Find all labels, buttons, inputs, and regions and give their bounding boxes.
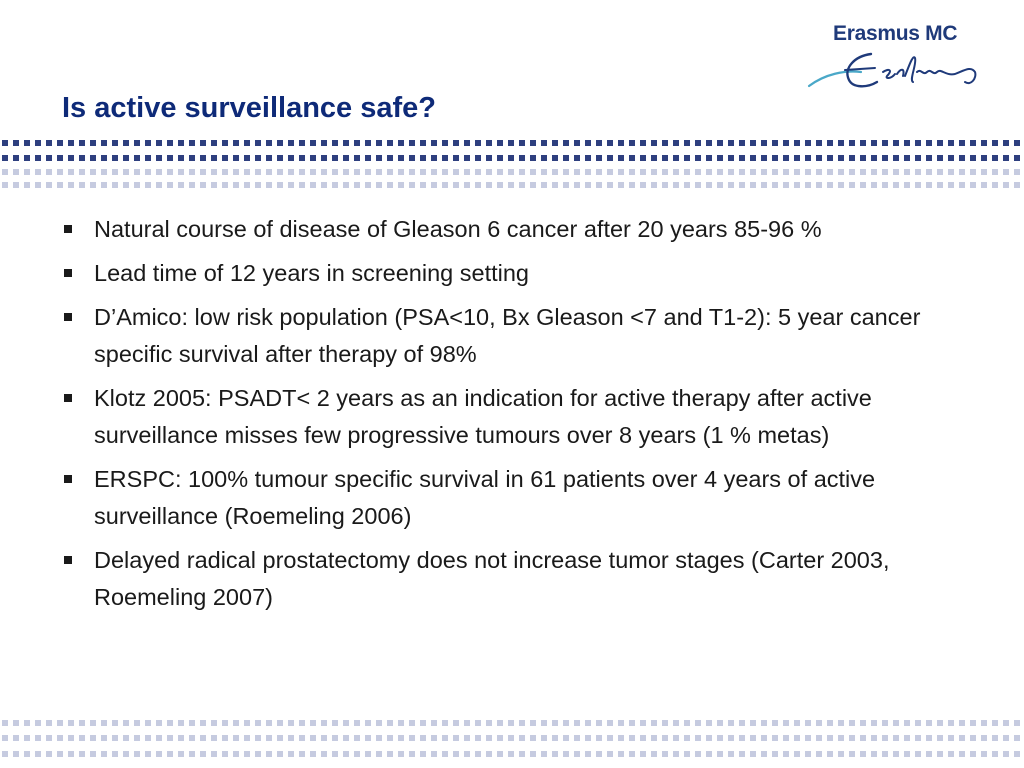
- bullet-list: [62, 211, 992, 623]
- square-bullet-icon: [64, 269, 72, 277]
- bullet-text: Lead time of 12 years in screening setting: [94, 260, 530, 286]
- slide-title: Is active surveillance safe?: [62, 92, 436, 124]
- bullet-text: Natural course of disease of Gleason 6 cancer after 20 years 85-96 %: [94, 216, 822, 242]
- dotted-divider-top: [0, 135, 1024, 191]
- erasmus-mc-logo: [805, 18, 995, 98]
- square-bullet-icon: [64, 475, 72, 483]
- bullet-item: [62, 211, 992, 248]
- logo-wordmark: Erasmus MC: [833, 22, 958, 45]
- dotted-divider-bottom: [0, 718, 1024, 768]
- bullet-item: [62, 299, 992, 373]
- bullet-text: Delayed radical prostatectomy does not increase tumor stages (Carter 2003, Roemeling 2007): [94, 547, 890, 610]
- square-bullet-icon: [64, 225, 72, 233]
- bullet-text: ERSPC: 100% tumour specific survival in 61 patients over 4 years of active surveillance (Roemeling 2006): [94, 466, 876, 529]
- bullet-item: [62, 542, 992, 616]
- bullet-item: [62, 461, 992, 535]
- square-bullet-icon: [64, 556, 72, 564]
- bullet-item: [62, 255, 992, 292]
- square-bullet-icon: [64, 394, 72, 402]
- bullet-text: Klotz 2005: PSADT< 2 years as an indication for active therapy after active surveillance misses few progressive tumours over 8 years (1 % metas): [94, 385, 872, 448]
- bullet-text: D’Amico: low risk population (PSA<10, Bx Gleason <7 and T1-2): 5 year cancer specific survival after therapy of 98%: [94, 304, 921, 367]
- logo-signature-icon: [805, 46, 995, 96]
- square-bullet-icon: [64, 313, 72, 321]
- bullet-item: [62, 380, 992, 454]
